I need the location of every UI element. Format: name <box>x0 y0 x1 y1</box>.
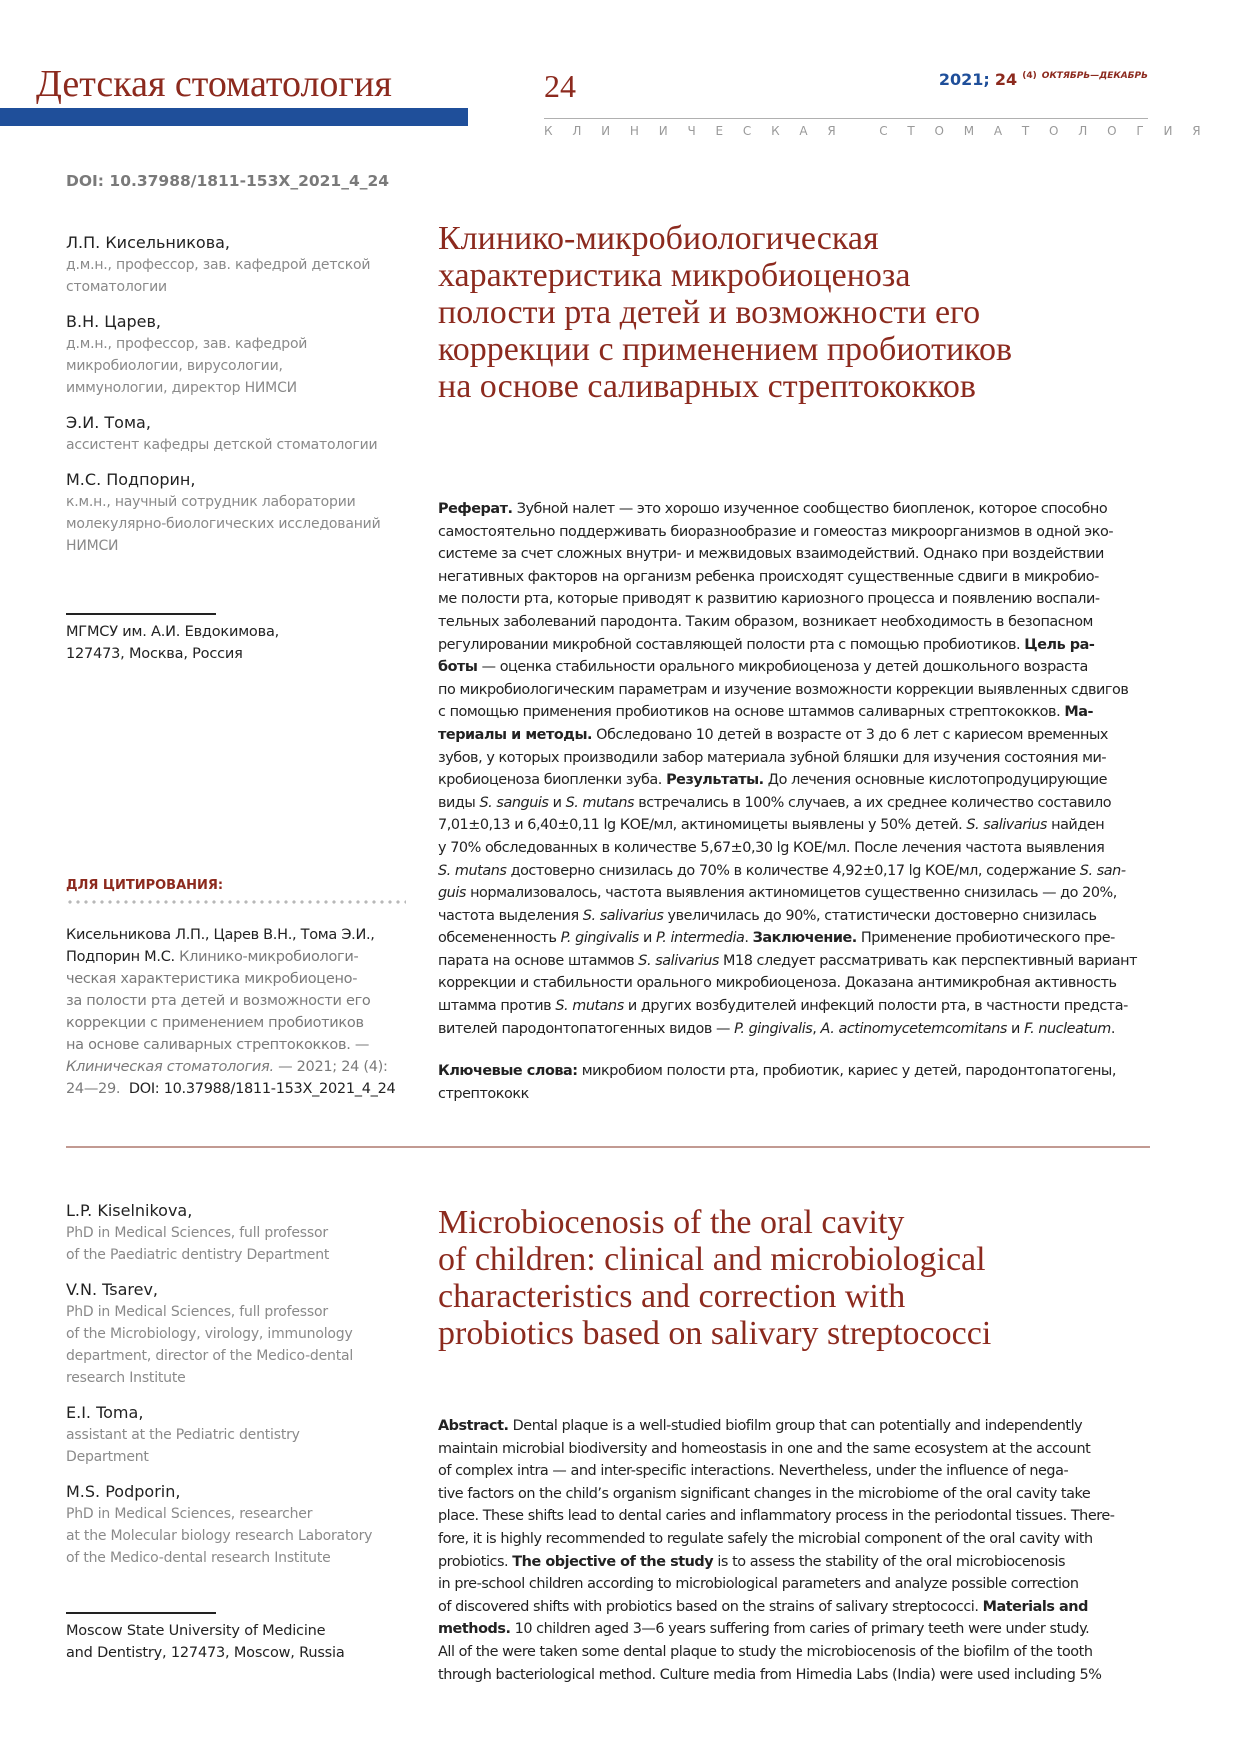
author-name: E.I. Toma, <box>66 1403 144 1422</box>
authors-ru <box>66 232 416 570</box>
author-affiliation: PhD in Medical Sciences, researcher <box>66 1506 313 1522</box>
citation-line <box>66 1012 408 1034</box>
abstract-line: тельных заболеваний пародонта. Таким образом, возникает необходимость в безопасном <box>438 613 1093 630</box>
citation-title: коррекции с применением пробиотиков <box>66 1015 364 1031</box>
title-line: полости рта детей и возможности его <box>438 294 981 331</box>
abstract-line: зубов, у которых производили забор материала зубной бляшки для изучения состояния ми- <box>438 749 1107 766</box>
language-separator <box>66 1146 1150 1148</box>
issue-number: (4) <box>1022 71 1037 81</box>
abstract-line: Abstract. Dental plaque is a well-studied biofilm group that can potentially and independently <box>438 1418 1083 1434</box>
author-affiliation: department, director of the Medico-dental <box>66 1348 354 1364</box>
author-affiliation: Department <box>66 1449 149 1465</box>
keywords-line: стрептококк <box>438 1085 529 1102</box>
journal-title: Детская стоматология <box>36 63 392 105</box>
author-affiliation: д.м.н., профессор, зав. кафедрой <box>66 336 308 352</box>
abstract-line: обсемененность P. gingivalis и P. intermedia. Заключение. Применение пробиотического пре- <box>438 930 1115 947</box>
citation-authors: Кисельникова Л.П., Царев В.Н., Тома Э.И., <box>66 927 375 943</box>
citation-authors: Подпорин М.С. <box>66 949 175 965</box>
abstract-line: guis нормализовалось, частота выявления актиномицетов существенно снизилась — до 20%, <box>438 885 1117 902</box>
citation-line <box>66 1034 408 1056</box>
section-banner: КЛИНИЧЕСКАЯ СТОМАТОЛОГИЯ <box>544 124 1221 138</box>
citation-title: Клиническая стоматология. — 2021; 24 (4): <box>66 1059 388 1075</box>
author-block <box>66 1200 416 1266</box>
citation-title: ческая характеристика микробиоцено- <box>66 971 358 987</box>
author-affiliation: at the Molecular biology research Laboratory <box>66 1528 373 1544</box>
authors-en <box>66 1200 416 1582</box>
abstract-line: вителей пародонтопатогенных видов — P. gingivalis, A. actinomycetemcomitans и F. nucleatum. <box>438 1020 1115 1037</box>
author-name: M.S. Podporin, <box>66 1482 181 1501</box>
abstract-line: maintain microbial biodiversity and homeostasis in one and the same ecosystem at the account <box>438 1440 1091 1457</box>
title-line: на основе саливарных стрептококков <box>438 368 976 405</box>
institution-line: and Dentistry, 127473, Moscow, Russia <box>66 1645 345 1661</box>
author-block <box>66 311 416 399</box>
author-affiliation: молекулярно-биологических исследований <box>66 516 381 532</box>
issue-period: ОКТЯБРЬ—ДЕКАБРЬ <box>1041 71 1148 81</box>
citation-line <box>66 968 408 990</box>
author-affiliation: assistant at the Pediatric dentistry <box>66 1427 300 1443</box>
citation-text <box>66 924 408 1100</box>
citation-title: за полости рта детей и возможности его <box>66 993 371 1009</box>
author-block <box>66 1402 416 1468</box>
abstract-line: fore, it is highly recommended to regulate safely the microbial component of the oral cavity with <box>438 1530 1093 1547</box>
citation-line <box>66 924 408 946</box>
citation-doi: DOI: 10.37988/1811-153X_2021_4_24 <box>128 1081 396 1097</box>
citation-line <box>66 1078 408 1100</box>
author-affiliation: of the Medico-dental research Institute <box>66 1550 331 1566</box>
citation-line <box>66 990 408 1012</box>
abstract-line: All of the were taken some dental plaque to study the microbiocenosis of the biofilm of the tooth <box>438 1643 1093 1660</box>
issue-volume: 24 <box>994 70 1018 89</box>
author-affiliation: PhD in Medical Sciences, full professor <box>66 1304 328 1320</box>
citation-title: на основе саливарных стрептококков. — <box>66 1037 370 1053</box>
header-rule <box>544 118 1148 119</box>
title-line: коррекции с применением пробиотиков <box>438 331 1012 368</box>
author-name: L.P. Kiselnikova, <box>66 1201 193 1220</box>
author-block <box>66 1481 416 1569</box>
doi: DOI: 10.37988/1811-153X_2021_4_24 <box>66 172 390 190</box>
author-block <box>66 412 416 456</box>
abstract-line: of complex intra — and inter-specific interactions. Nevertheless, under the influence of nega- <box>438 1463 1069 1480</box>
abstract-en <box>438 1415 1150 1686</box>
citation-line <box>66 946 408 968</box>
institution-rule-ru <box>66 613 216 615</box>
title-line: of children: clinical and microbiological <box>438 1241 986 1278</box>
author-block <box>66 232 416 298</box>
title-line: Клинико-микробиологическая <box>438 220 879 257</box>
citation-title: Клинико-микробиологи- <box>174 949 359 965</box>
citation-journal: Клиническая стоматология. <box>66 1059 274 1075</box>
keywords-ru <box>438 1060 1150 1105</box>
citation-line <box>66 1056 408 1078</box>
abstract-line: боты — оценка стабильности орального микробиоценоза у детей дошкольного возраста <box>438 659 1088 676</box>
author-affiliation: research Institute <box>66 1370 186 1386</box>
institution-line: 127473, Москва, Россия <box>66 646 243 662</box>
title-line: characteristics and correction with <box>438 1278 906 1315</box>
abstract-line: негативных факторов на организм ребенка происходят существенные сдвиги в микробио- <box>438 568 1099 585</box>
abstract-line: кробиоценоза биопленки зуба. Результаты. До лечения основные кислотопродуцирующие <box>438 772 1108 789</box>
author-name: М.С. Подпорин, <box>66 470 196 489</box>
article-title-en <box>438 1204 1158 1352</box>
author-affiliation: of the Microbiology, virology, immunology <box>66 1326 353 1342</box>
abstract-line: системе за счет сложных внутри- и межвидовых взаимодействий. Однако при воздействии <box>438 546 1104 563</box>
issue-year: 2021; <box>938 70 990 89</box>
author-affiliation: к.м.н., научный сотрудник лаборатории <box>66 494 356 510</box>
author-affiliation: д.м.н., профессор, зав. кафедрой детской <box>66 257 371 273</box>
abstract-line: у 70% обследованных в количестве 5,67±0,30 lg КОЕ/мл. После лечения частота выявления <box>438 839 1105 856</box>
author-affiliation: of the Paediatric dentistry Department <box>66 1247 330 1263</box>
abstract-line: 7,01±0,13 и 6,40±0,11 lg КОЕ/мл, актиномицеты выявлены у 50% детей. S. salivarius найден <box>438 817 1105 834</box>
author-affiliation: НИМСИ <box>66 538 119 554</box>
page-number: 24 <box>544 68 576 104</box>
author-name: Л.П. Кисельникова, <box>66 233 231 252</box>
institution-ru <box>66 621 406 665</box>
article-title-ru <box>438 220 1158 405</box>
citation-dotted-divider <box>66 900 406 904</box>
institution-line: МГМСУ им. А.И. Евдокимова, <box>66 624 280 640</box>
citation-label: ДЛЯ ЦИТИРОВАНИЯ: <box>66 878 224 893</box>
author-name: В.Н. Царев, <box>66 312 162 331</box>
abstract-line: methods. 10 children aged 3—6 years suffering from caries of primary teeth were under study. <box>438 1621 1090 1638</box>
institution-en <box>66 1620 406 1664</box>
abstract-line: S. mutans достоверно снизилась до 70% в количестве 4,92±0,17 lg КОЕ/мл, содержание S. san- <box>438 862 1126 879</box>
author-affiliation: микробиологии, вирусологии, <box>66 358 283 374</box>
title-line: характеристика микробиоценоза <box>438 257 911 294</box>
abstract-line: с помощью применения пробиотиков на основе штаммов саливарных стрептококков. Ма- <box>438 704 1093 721</box>
abstract-line: Реферат. Зубной налет — это хорошо изученное сообщество биопленок, которое способно <box>438 501 1108 517</box>
abstract-line: tive factors on the child’s organism significant changes in the microbiome of the oral cavity take <box>438 1485 1091 1502</box>
abstract-line: парата на основе штаммов S. salivarius M18 следует рассматривать как перспективный вариант <box>438 952 1138 969</box>
abstract-line: of discovered shifts with probiotics based on the strains of salivary streptococci. Materials and <box>438 1598 1088 1615</box>
author-block <box>66 469 416 557</box>
abstract-line: place. These shifts lead to dental caries and inflammatory process in the periodontal tissues. There- <box>438 1508 1115 1525</box>
author-affiliation: стоматологии <box>66 279 167 295</box>
abstract-line: through bacteriological method. Culture media from Himedia Labs (India) were used including 5% <box>438 1666 1102 1683</box>
abstract-line: виды S. sanguis и S. mutans встречались в 100% случаев, а их среднее количество составило <box>438 794 1112 811</box>
abstract-line: самостоятельно поддерживать биоразнообразие и гомеостаз микроорганизмов в одной эко- <box>438 523 1114 540</box>
author-affiliation: иммунологии, директор НИМСИ <box>66 380 297 396</box>
abstract-line: ме полости рта, которые приводят к развитию кариозного процесса и появлению воспали- <box>438 591 1100 608</box>
abstract-line: частота выделения S. salivarius увеличилась до 90%, статистически достоверно снизилась <box>438 907 1097 924</box>
citation-pages: 24—29. <box>66 1081 129 1097</box>
author-name: V.N. Tsarev, <box>66 1280 158 1299</box>
abstract-line: штамма против S. mutans и других возбудителей инфекций полости рта, в частности предста- <box>438 998 1128 1015</box>
author-affiliation: ассистент кафедры детской стоматологии <box>66 437 378 453</box>
title-line: Microbiocenosis of the oral cavity <box>438 1204 905 1241</box>
abstract-line: in pre-school children according to microbiological parameters and analyze possible correction <box>438 1576 1079 1593</box>
abstract-line: probiotics. The objective of the study is to assess the stability of the oral microbiocenosis <box>438 1553 1066 1570</box>
author-name: Э.И. Тома, <box>66 413 151 432</box>
title-line: probiotics based on salivary streptococci <box>438 1315 992 1352</box>
author-block <box>66 1279 416 1389</box>
author-affiliation: PhD in Medical Sciences, full professor <box>66 1225 328 1241</box>
header-accent-bar <box>0 108 468 126</box>
issue-info <box>939 70 1148 89</box>
institution-rule-en <box>66 1612 216 1614</box>
abstract-line: по микробиологическим параметрам и изучение возможности коррекции выявленных сдвигов <box>438 681 1129 698</box>
keywords-line: Ключевые слова: микробиом полости рта, пробиотик, кариес у детей, пародонтопатогены, <box>438 1063 1116 1079</box>
institution-line: Moscow State University of Medicine <box>66 1623 326 1639</box>
abstract-line: коррекции и стабильности орального микробиоценоза. Доказана антимикробная активность <box>438 975 1117 992</box>
abstract-ru <box>438 498 1150 1040</box>
abstract-line: регулировании микробной составляющей полости рта с помощью пробиотиков. Цель ра- <box>438 636 1095 653</box>
abstract-line: териалы и методы. Обследовано 10 детей в возрасте от 3 до 6 лет с кариесом временных <box>438 726 1108 743</box>
